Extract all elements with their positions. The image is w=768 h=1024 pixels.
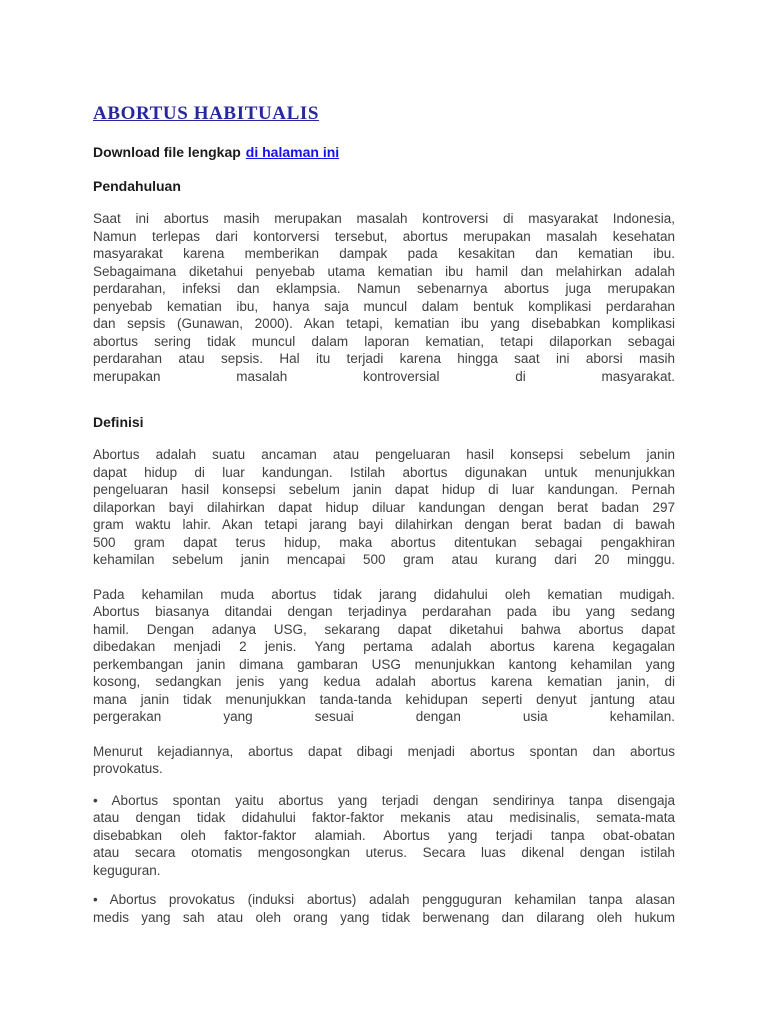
text-line: keguguran. xyxy=(93,862,161,878)
text-line: atau dengan tidak didahului faktor-faktor mekanis atau medisinalis, semata-mata xyxy=(93,810,675,825)
paragraph-definisi-usg xyxy=(93,586,675,726)
text-line: Pada kehamilan muda abortus tidak jarang didahului oleh kematian mudigah. xyxy=(93,586,675,602)
text-line: dilaporkan bayi dilahirkan dapat hidup diluar kandungan dengan berat badan 297 xyxy=(93,499,675,515)
text-line: pergerakan yang sesuai dengan usia kehamilan. xyxy=(93,709,675,724)
text-line: perkembangan janin dimana gambaran USG menunjukkan kantong kehamilan yang xyxy=(93,656,675,672)
text-line: kehamilan sebelum janin mencapai 500 gram atau kurang dari 20 minggu. xyxy=(93,552,675,567)
text-line: perdarahan atau sepsis. Hal itu terjadi karena hingga saat ini aborsi masih xyxy=(93,351,675,366)
section-heading-pendahuluan: Pendahuluan xyxy=(93,178,181,194)
download-line xyxy=(93,143,675,161)
section-heading-definisi: Definisi xyxy=(93,414,144,430)
text-line: hamil. Dengan adanya USG, sekarang dapat diketahui bahwa abortus dapat xyxy=(93,621,675,637)
paragraph-pendahuluan-intro xyxy=(93,210,675,385)
text-line: mana janin tidak menunjukkan tanda-tanda kehidupan seperti denyut jantung atau xyxy=(93,691,675,707)
text-line: atau secara otomatis mengosongkan uterus. Secara luas dikenal dengan istilah xyxy=(93,845,675,860)
paragraph-definisi-kejadian xyxy=(93,743,675,778)
text-line: pengeluaran hasil konsepsi sebelum janin dapat hidup di luar kandungan. Pernah xyxy=(93,482,675,497)
text-line: masyarakat karena memberikan dampak pada kesakitan dan kematian ibu. xyxy=(93,246,675,261)
text-line: abortus sering tidak muncul dalam laporan kematian, tetapi dilaporkan sebagai xyxy=(93,333,675,349)
download-label: Download file lengkap xyxy=(93,144,241,160)
bullet-abortus-spontan xyxy=(93,792,675,880)
text-line: dibedakan menjadi 2 jenis. Yang pertama adalah abortus karena kegagalan xyxy=(93,639,675,654)
bullet-abortus-provokatus xyxy=(93,891,675,926)
text-line: disebabkan oleh faktor-faktor alamiah. Abortus yang terjadi tanpa obat-obatan xyxy=(93,827,675,843)
text-line: dan sepsis (Gunawan, 2000). Akan tetapi, kematian ibu yang disebabkan komplikasi xyxy=(93,316,675,331)
document-title-link[interactable]: ABORTUS HABITUALIS xyxy=(93,103,320,124)
text-line: merupakan masalah kontroversial di masyarakat. xyxy=(93,368,675,384)
text-line: 500 gram dapat terus hidup, maka abortus ditentukan sebagai pengakhiran xyxy=(93,534,675,550)
text-line: penyebab kematian ibu, hanya saja muncul dalam bentuk komplikasi perdarahan xyxy=(93,298,675,314)
download-link[interactable]: di halaman ini xyxy=(245,144,340,160)
text-line: Abortus biasanya ditandai dengan terjadinya perdarahan pada ibu yang sedang xyxy=(93,604,675,619)
text-line: gram waktu lahir. Akan tetapi jarang bayi dilahirkan dengan berat badan di bawah xyxy=(93,517,675,532)
text-line: • Abortus provokatus (induksi abortus) adalah pengguguran kehamilan tanpa alasan xyxy=(93,892,675,907)
text-line: Abortus adalah suatu ancaman atau pengeluaran hasil konsepsi sebelum janin xyxy=(93,447,675,462)
text-line: Sebagaimana diketahui penyebab utama kematian ibu hamil dan melahirkan adalah xyxy=(93,263,675,279)
text-line: dapat hidup di luar kandungan. Istilah abortus digunakan untuk menunjukkan xyxy=(93,464,675,480)
text-line: Menurut kejadiannya, abortus dapat dibagi menjadi abortus spontan dan abortus xyxy=(93,743,675,759)
text-line: Namun terlepas dari kontorversi tersebut, abortus merupakan masalah kesehatan xyxy=(93,228,675,244)
text-line: provokatus. xyxy=(93,761,163,776)
text-line: kosong, sedangkan jenis yang kedua adalah abortus karena kematian janin, di xyxy=(93,674,675,689)
paragraph-definisi-definition xyxy=(93,446,675,569)
text-line: perdarahan, infeksi dan eklampsia. Namun sebenarnya abortus juga merupakan xyxy=(93,281,675,296)
text-line: medis yang sah atau oleh orang yang tidak berwenang dan dilarang oleh hukum xyxy=(93,909,675,925)
text-line: • Abortus spontan yaitu abortus yang terjadi dengan sendirinya tanpa disengaja xyxy=(93,792,675,808)
text-line: Saat ini abortus masih merupakan masalah kontroversi di masyarakat Indonesia, xyxy=(93,211,675,226)
